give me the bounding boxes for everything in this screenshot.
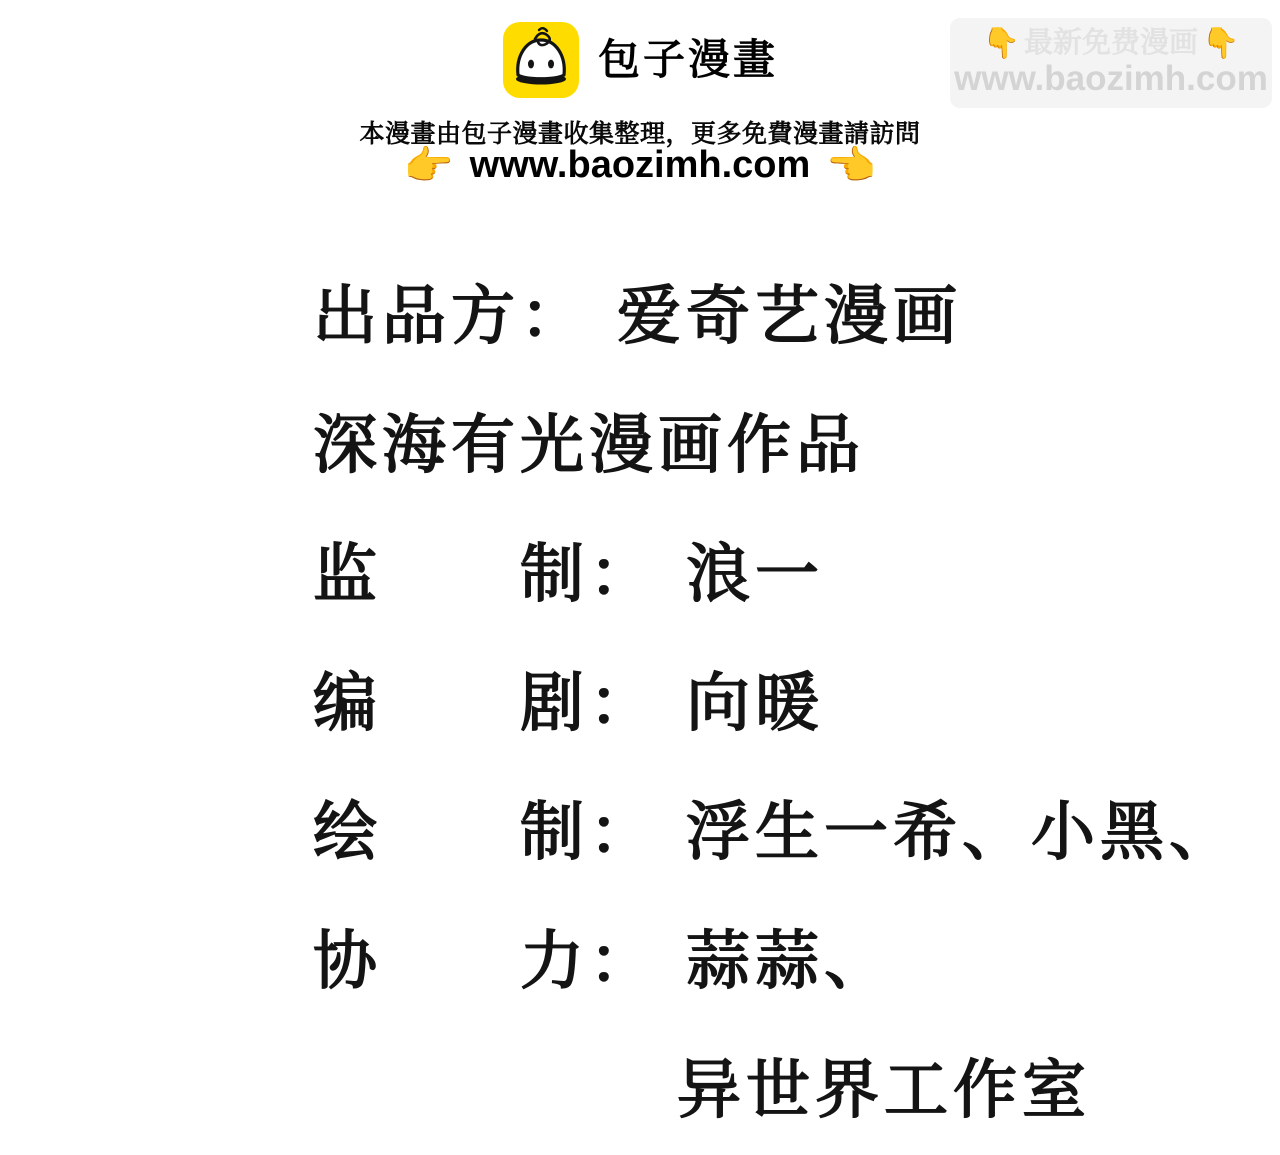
promo-box[interactable]	[950, 18, 1272, 108]
site-url-row[interactable]	[0, 144, 1280, 187]
credit-colon: ：	[589, 538, 658, 610]
credit-line-publisher	[313, 252, 1238, 381]
pointing-right-icon: 👉	[403, 143, 454, 188]
baozi-logo-icon	[502, 20, 580, 100]
brand-name: 包子漫畫	[597, 36, 778, 83]
credit-label: 绘 制	[313, 796, 589, 868]
credit-line-artists	[313, 768, 1238, 897]
credit-value: 浮生一希、小黑、	[686, 796, 1238, 868]
credit-line-supervisor	[313, 510, 1238, 639]
pointing-down-icon: 👇	[1202, 26, 1240, 60]
credit-label: 监 制	[313, 538, 589, 610]
credit-colon: ：	[589, 667, 658, 739]
credit-value: 浪一	[686, 538, 824, 610]
promo-headline	[983, 28, 1240, 60]
credit-value: 爱奇艺漫画	[617, 280, 962, 352]
site-url[interactable]: www.baozimh.com	[469, 144, 811, 186]
credit-line-screenwriter	[313, 639, 1238, 768]
tagline: 本漫畫由包子漫畫收集整理，更多免費漫畫請訪問	[359, 120, 921, 148]
credit-line-assistance-studio	[313, 1026, 1238, 1155]
pointing-down-icon: 👇	[982, 26, 1020, 60]
credit-label: 出品方	[313, 280, 520, 352]
credit-label: 编 剧	[313, 667, 589, 739]
credit-value: 蒜蒜、	[686, 925, 893, 997]
credit-colon: ：	[589, 796, 658, 868]
credit-line-studio	[313, 381, 1238, 510]
credit-line-assistance	[313, 897, 1238, 1026]
credit-text: 深海有光漫画作品	[313, 409, 865, 481]
credit-label: 协 力	[313, 925, 589, 997]
pointing-left-icon: 👈	[826, 143, 877, 188]
credits-block	[313, 252, 1238, 1155]
credit-text: 异世界工作室	[677, 1054, 1091, 1126]
credit-colon: ：	[589, 925, 658, 997]
credit-colon: ：	[520, 280, 589, 352]
promo-text: 最新免费漫画	[1023, 26, 1198, 59]
credit-value: 向暖	[686, 667, 824, 739]
promo-url[interactable]: www.baozimh.com	[954, 58, 1268, 98]
